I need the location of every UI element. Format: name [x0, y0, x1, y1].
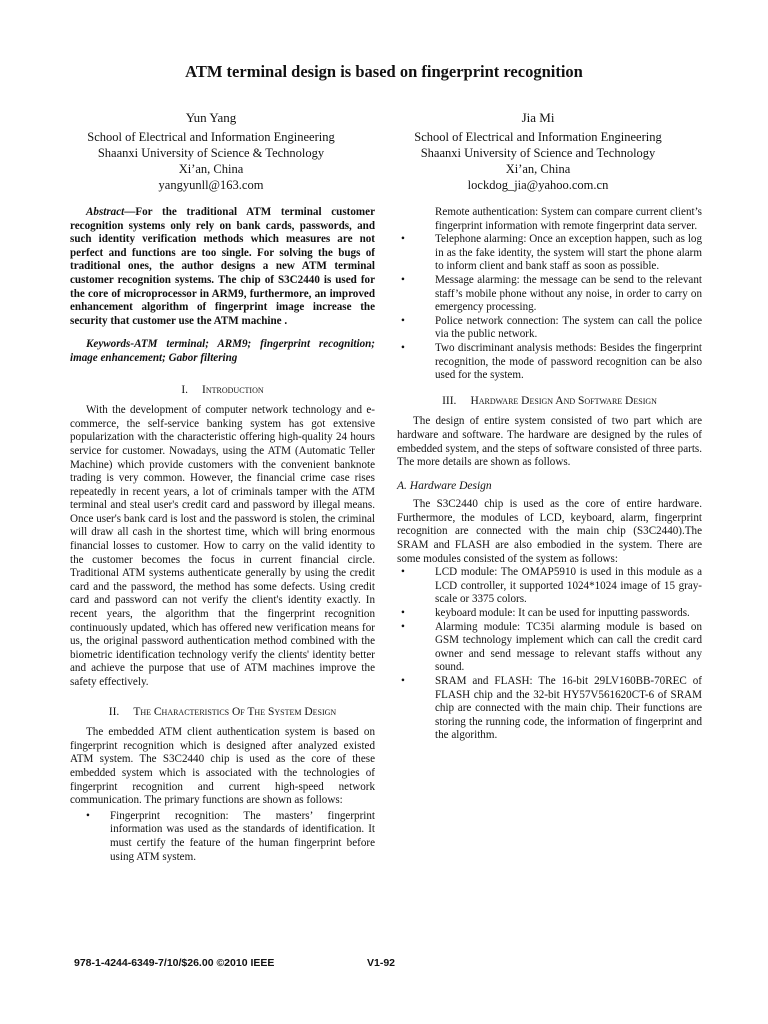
list-item-text: Two discriminant analysis methods: Besides the fingerprint recognition, the mode of password recognition can be also used for the system.	[435, 341, 702, 382]
section-heading-characteristics	[70, 706, 375, 720]
bullet-icon: •	[401, 607, 405, 620]
author-city: Xi’an, China	[178, 162, 244, 176]
keywords: Keywords-ATM terminal; ARM9; fingerprint recognition; image enhancement; Gabor filtering	[70, 338, 375, 364]
list-item-text: SRAM and FLASH: The 16-bit 29LV160BB-70REC of FLASH chip and the 32-bit HY57V561620CT-6 of SRAM chip are connected with the main chip. Their functions are storing the running code, the information of fingerprint and the algorithm.	[435, 675, 702, 742]
author-name: Jia Mi	[521, 110, 555, 125]
section-title: Hardware Design And Software Design	[470, 394, 657, 407]
author-department: School of Electrical and Information Engineering	[87, 130, 335, 144]
author-email: yangyunll@163.com	[158, 178, 264, 192]
module-list	[397, 566, 702, 743]
footer-copyright: 978-1-4244-6349-7/10/$26.00 ©2010 IEEE	[74, 957, 275, 969]
section-number: II.	[108, 705, 120, 718]
section-number: III.	[442, 394, 457, 407]
author-department: School of Electrical and Information Engineering	[414, 130, 662, 144]
list-item	[397, 675, 702, 743]
bullet-icon: •	[86, 809, 90, 822]
list-item-text: Message alarming: the message can be send to the relevant staff’s mobile phone without any noise, in order to carry on emergency processing.	[435, 273, 702, 314]
list-item	[397, 315, 702, 342]
list-item	[397, 233, 702, 274]
right-column	[397, 206, 702, 743]
bullet-icon: •	[401, 566, 405, 579]
list-item	[397, 566, 702, 607]
list-item-text: Remote authentication: System can compare current client’s fingerprint information with remote fingerprint data server.	[435, 206, 702, 232]
paper-title: ATM terminal design is based on fingerprint recognition	[185, 62, 583, 81]
list-item	[397, 607, 702, 621]
bullet-icon: •	[401, 675, 405, 687]
author-name: Yun Yang	[185, 110, 237, 125]
abstract-label: Abstract	[86, 206, 125, 218]
list-item-text: Police network connection: The system can call the police via the public network.	[435, 314, 702, 341]
section-title: The Characteristics Of The System Design	[133, 705, 337, 718]
list-item	[397, 621, 702, 675]
bullet-icon: •	[401, 233, 405, 246]
characteristics-paragraph: The embedded ATM client authentication system is based on fingerprint recognition which is designed after analyzed existed ATM system. The S3C2440 chip is used as the core of these embedded system which is associated with the technologies of fingerprint recognition and current high-speed network communication. The primary functions are shown as follows:	[70, 726, 375, 807]
function-list	[397, 206, 702, 383]
list-item-text: Alarming module: TC35i alarming module is based on GSM technology implement which can call the credit card owner and send message to relevant staffs without any sound.	[435, 620, 702, 674]
subsection-heading-hardware: A. Hardware Design	[397, 479, 492, 492]
section-title: Introduction	[202, 383, 264, 396]
author-university: Shaanxi University of Science & Technology	[97, 146, 325, 160]
left-column	[70, 206, 375, 864]
bullet-icon: •	[401, 273, 405, 286]
bullet-icon: •	[401, 341, 405, 354]
section-heading-introduction	[70, 384, 375, 398]
author-block-2	[388, 110, 688, 193]
list-item	[397, 274, 702, 315]
abstract	[70, 206, 375, 328]
author-university: Shaanxi University of Science and Technology	[420, 146, 656, 160]
hardware-paragraph: The S3C2440 chip is used as the core of entire hardware. Furthermore, the modules of LCD, keyboard, alarm, fingerprint recognition are connected with the main chip (S3C2440).The SRAM and FLASH are also embodied in the system. There are some modules consisted of the system as follows:	[397, 498, 702, 565]
abstract-text: —For the traditional ATM terminal customer recognition systems only rely on bank cards, passwords, and such identity verification methods which measures are not perfect and functions are too single. For solving the bugs of traditional ones, the author designs a new ATM terminal customer recognition systems. The chip of S3C2440 is used for the core of microprocessor in ARM9, furthermore, an improved enhancement algorithm of fingerprint image increase the security that customer use the ATM machine .	[70, 206, 375, 327]
section-heading-hardware-software	[397, 395, 702, 409]
bullet-icon: •	[401, 314, 405, 327]
list-item-text: keyboard module: It can be used for inputting passwords.	[435, 607, 690, 620]
list-item-text: Telephone alarming: Once an exception happen, such as log in as the fake identity, the system will start the phone alarm to inform client and bank staff as soon as possible.	[435, 233, 702, 273]
page-number: V1-92	[367, 957, 396, 969]
section-number: I.	[181, 383, 189, 396]
list-item	[397, 342, 702, 383]
list-item: • Fingerprint recognition: The masters’ fingerprint information was used as the standards of identification. It must certify the feature of the human fingerprint before using ATM system.	[86, 809, 375, 863]
bullet-icon: •	[401, 620, 405, 633]
author-email: lockdog_jia@yahoo.com.cn	[467, 178, 609, 192]
hardware-software-paragraph: The design of entire system consisted of two part which are hardware and software. The hardware are designed by the rules of embedded system, and the steps of software consisted of three parts. The more details are shown as follows.	[397, 415, 702, 469]
author-city: Xi’an, China	[505, 162, 571, 176]
function-list-start	[70, 810, 375, 864]
list-item	[397, 206, 702, 233]
author-block-1	[61, 110, 361, 193]
list-item-text: LCD module: The OMAP5910 is used in this module as a LCD controller, it supported 1024*1024 image of 15 gray-scale or 3375 colors.	[435, 566, 702, 606]
introduction-paragraph: With the development of computer network technology and e-commerce, the self-service banking system has got extensive popularization with the characteristic offering high-quality 24 hours service for customer. Nowadays, using the ATM (Automatic Teller Machine) which provide customers with the convenient banknote trading is very common. However, the financial crime case rises repeatedly in recent years, a lot of criminals tamper with the ATM terminal and steal user's credit card and password by illegal means. Once user's bank card is lost and the password is stolen, the criminal will draw all cash in the shortest time, which will bring enormous financial losses to customer. How to carry on the valid identity to the customer becomes the focus in current financial circle. Traditional ATM systems authenticate generally by using the credit card and the password, the method has some defects. Using credit card and password can not verify the client's identity exactly. In recent years, the algorithm that the fingerprint recognition continuously updated, which has offered new verification means for us, the original password authentication method combined with the biometric identification technology verify the clients' identity better and achieve the purpose that use of ATM machines improve the safety effectively.	[70, 404, 375, 688]
